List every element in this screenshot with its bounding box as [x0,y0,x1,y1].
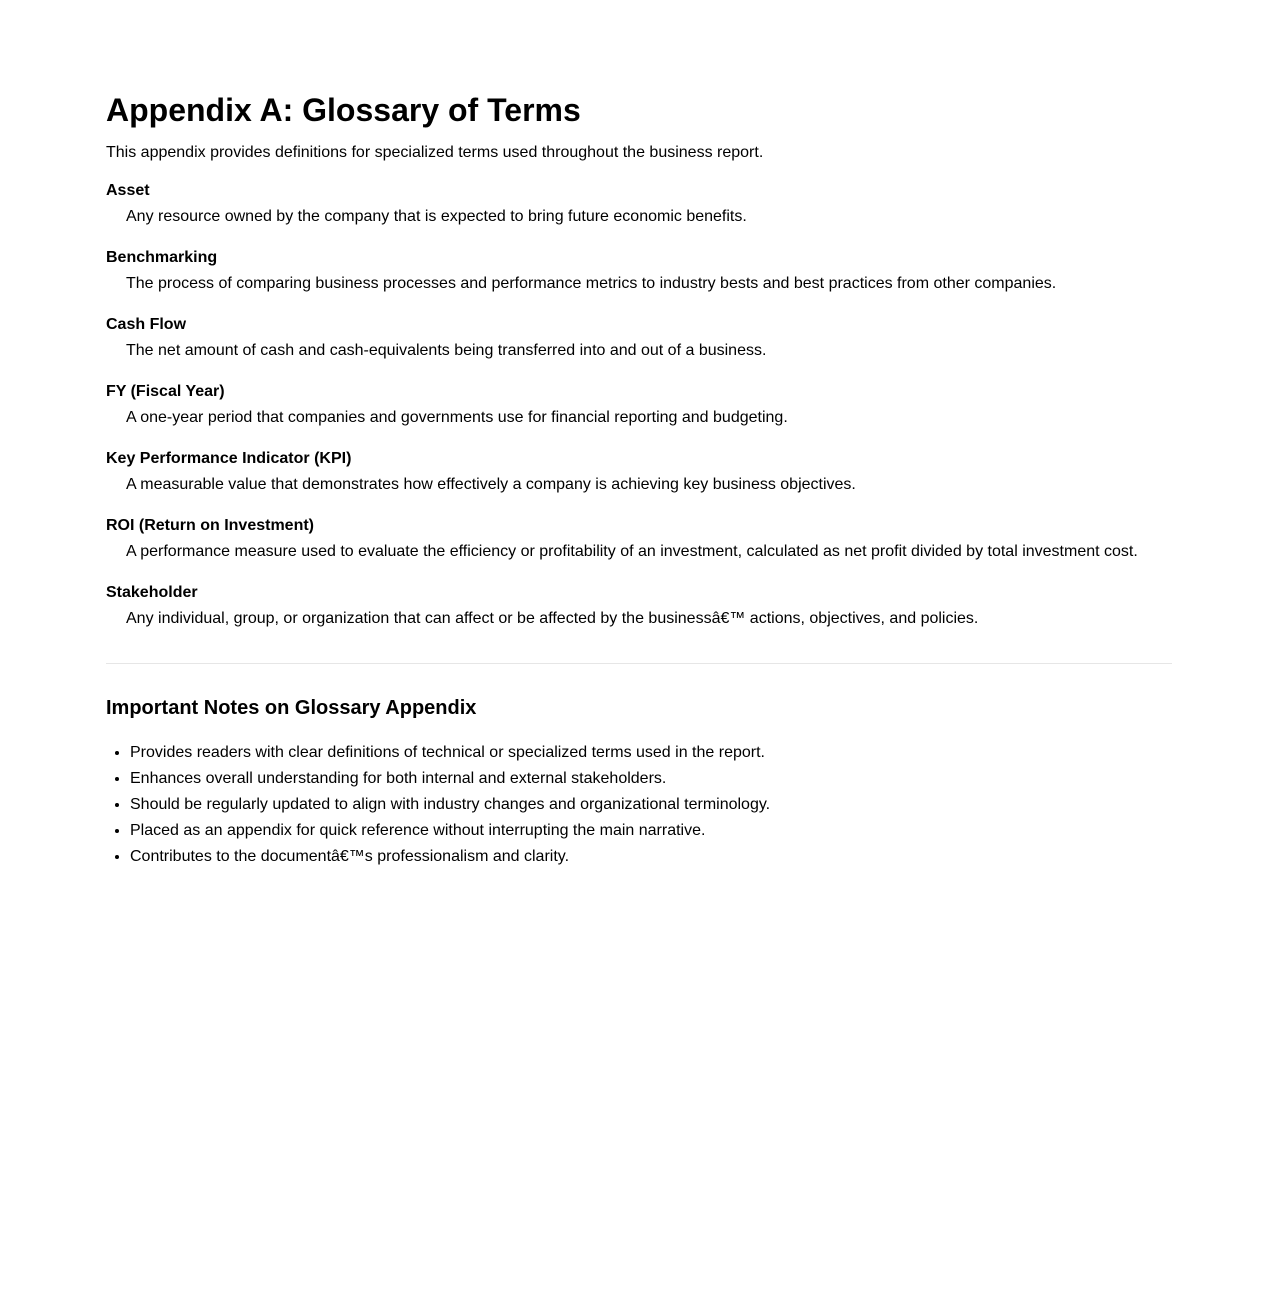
glossary-entry-cash-flow [106,315,1172,361]
glossary-definition: A performance measure used to evaluate the efficiency or profitability of an investment, calculated as net profit divided by total investment cost. [126,543,1138,560]
glossary-term: Cash Flow [106,316,187,333]
glossary-entry-fiscal-year [106,382,1172,428]
glossary-definition: The net amount of cash and cash-equivalents being transferred into and out of a business. [126,342,767,359]
list-item: • Placed as an appendix for quick reference without interrupting the main narrative. [130,818,1172,844]
notes-heading: Important Notes on Glossary Appendix [106,697,477,719]
glossary-entry-kpi [106,449,1172,495]
glossary-term: Stakeholder [106,584,198,601]
glossary-list [106,181,1172,629]
glossary-entry-benchmarking [106,248,1172,294]
list-item: • Provides readers with clear definitions of technical or specialized terms used in the report. [130,740,1172,766]
notes-list [106,740,1172,870]
glossary-entry-roi [106,516,1172,562]
glossary-term: Asset [106,182,150,199]
glossary-term: Key Performance Indicator (KPI) [106,450,352,467]
glossary-definition: A measurable value that demonstrates how effectively a company is achieving key business objectives. [126,476,856,493]
glossary-definition: Any resource owned by the company that is expected to bring future economic benefits. [126,208,747,225]
glossary-term: FY (Fiscal Year) [106,383,225,400]
glossary-entry-stakeholder [106,583,1172,629]
section-divider [106,663,1172,664]
glossary-entry-asset [106,181,1172,227]
intro-paragraph: This appendix provides definitions for specialized terms used throughout the business report. [106,144,764,161]
page-title: Appendix A: Glossary of Terms [106,92,581,128]
glossary-term: ROI (Return on Investment) [106,517,315,534]
list-item: • Contributes to the documentâ€™s professionalism and clarity. [130,844,1172,870]
list-item: • Enhances overall understanding for both internal and external stakeholders. [130,766,1172,792]
glossary-definition: Any individual, group, or organization that can affect or be affected by the businessâ€™ actions, objectives, and policies. [126,610,979,627]
glossary-definition: A one-year period that companies and governments use for financial reporting and budgeting. [126,409,788,426]
list-item: • Should be regularly updated to align with industry changes and organizational terminology. [130,792,1172,818]
glossary-term: Benchmarking [106,249,218,266]
glossary-definition: The process of comparing business processes and performance metrics to industry bests and best practices from other companies. [126,275,1057,292]
